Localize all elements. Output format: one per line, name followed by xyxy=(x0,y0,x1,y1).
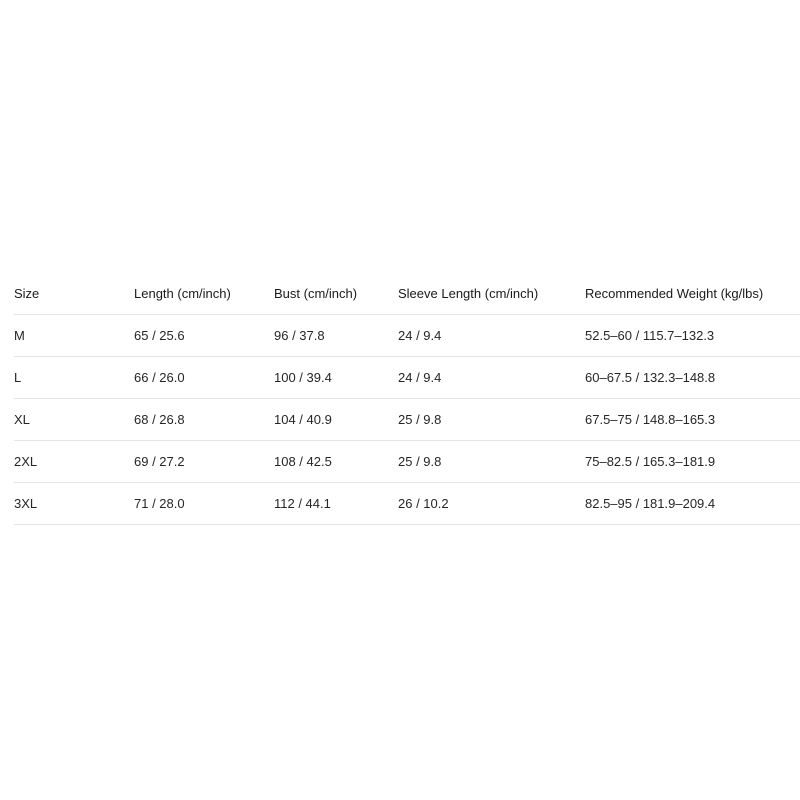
cell-recommended-weight: 67.5–75 / 148.8–165.3 xyxy=(585,399,800,441)
header-bust: Bust (cm/inch) xyxy=(274,273,398,315)
cell-bust: 108 / 42.5 xyxy=(274,441,398,483)
cell-length: 66 / 26.0 xyxy=(134,357,274,399)
cell-bust: 112 / 44.1 xyxy=(274,483,398,525)
cell-size: M xyxy=(14,315,134,357)
cell-recommended-weight: 52.5–60 / 115.7–132.3 xyxy=(585,315,800,357)
cell-recommended-weight: 82.5–95 / 181.9–209.4 xyxy=(585,483,800,525)
cell-size: 2XL xyxy=(14,441,134,483)
cell-bust: 100 / 39.4 xyxy=(274,357,398,399)
cell-length: 71 / 28.0 xyxy=(134,483,274,525)
cell-size: L xyxy=(14,357,134,399)
cell-bust: 96 / 37.8 xyxy=(274,315,398,357)
table-row xyxy=(14,441,800,483)
cell-recommended-weight: 60–67.5 / 132.3–148.8 xyxy=(585,357,800,399)
table-header-row xyxy=(14,273,800,315)
cell-sleeve-length: 26 / 10.2 xyxy=(398,483,585,525)
table-row xyxy=(14,315,800,357)
cell-bust: 104 / 40.9 xyxy=(274,399,398,441)
table-row xyxy=(14,399,800,441)
cell-size: 3XL xyxy=(14,483,134,525)
cell-length: 68 / 26.8 xyxy=(134,399,274,441)
table-row xyxy=(14,483,800,525)
cell-sleeve-length: 24 / 9.4 xyxy=(398,315,585,357)
table-row xyxy=(14,357,800,399)
size-chart-table xyxy=(14,273,800,525)
cell-length: 69 / 27.2 xyxy=(134,441,274,483)
header-size: Size xyxy=(14,273,134,315)
cell-sleeve-length: 24 / 9.4 xyxy=(398,357,585,399)
cell-sleeve-length: 25 / 9.8 xyxy=(398,399,585,441)
header-length: Length (cm/inch) xyxy=(134,273,274,315)
header-recommended-weight: Recommended Weight (kg/lbs) xyxy=(585,273,800,315)
cell-size: XL xyxy=(14,399,134,441)
cell-recommended-weight: 75–82.5 / 165.3–181.9 xyxy=(585,441,800,483)
header-sleeve-length: Sleeve Length (cm/inch) xyxy=(398,273,585,315)
cell-length: 65 / 25.6 xyxy=(134,315,274,357)
cell-sleeve-length: 25 / 9.8 xyxy=(398,441,585,483)
